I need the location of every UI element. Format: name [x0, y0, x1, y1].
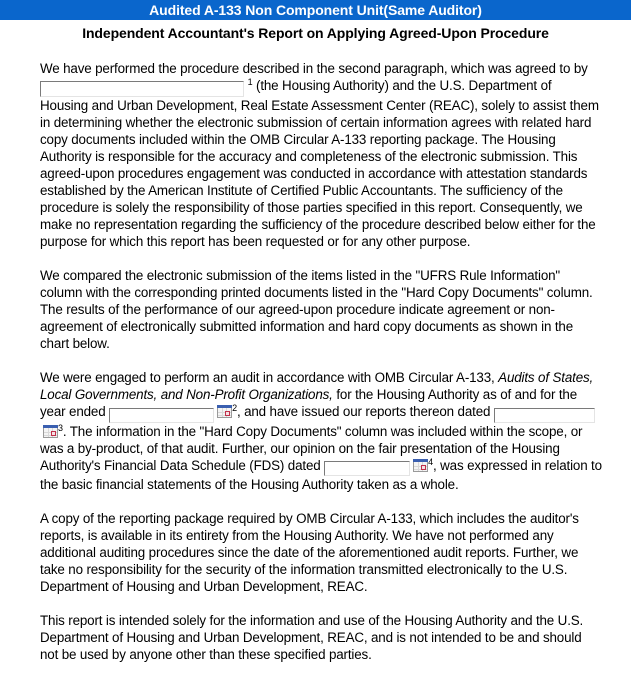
- page-header-bar: [0, 0, 631, 20]
- paragraph-text: , and have issued our reports thereon dated: [236, 404, 494, 419]
- calendar-icon[interactable]: [43, 425, 58, 438]
- paragraph-text: We were engaged to perform an audit in accordance with OMB Circular A-133,: [40, 370, 499, 385]
- footnote-marker-4: 4: [428, 456, 433, 467]
- footnote-marker-3: 3: [58, 422, 63, 433]
- publication-title: Audits of States, Local Governments, and Non-Profit Organizations,: [40, 370, 594, 402]
- report-title: Independent Accountant's Report on Applying Agreed-Upon Procedure: [82, 25, 549, 41]
- year-ended-date-field[interactable]: [109, 408, 214, 423]
- paragraph-text: This report is intended solely for the information and use of the Housing Authority and the U.S. Department of Housing and Urban Development, REAC, and is not intended to be and should not be used by anyone other than these specified parties.: [40, 613, 584, 662]
- paragraph-text: We have performed the procedure described in the second paragraph, which was agreed to by: [40, 61, 588, 76]
- calendar-icon[interactable]: [217, 405, 232, 418]
- footnote-marker-2: 2: [232, 403, 237, 413]
- paragraph-audit-engagement: [40, 369, 602, 493]
- paragraph-reporting-package: [40, 510, 602, 595]
- paragraph-text: for the Housing Authority as of and for the year ended: [40, 387, 578, 419]
- paragraph-text: A copy of the reporting package required by OMB Circular A-133, which includes the auditor's reports, is available in its entirety from the Housing Authority. We have not performed any additional auditing procedures since the date of the aforementioned audit reports. Further, we take no responsibility for the security of the information transmitted electronically to the U.S. Department of Housing and Urban Development, REAC.: [40, 511, 579, 594]
- paragraph-text: , was expressed in relation to the basic financial statements of the Housing Authority taken as a whole.: [40, 457, 602, 492]
- footnote-marker-1: 1: [247, 77, 253, 87]
- paragraph-intended-use: [40, 612, 602, 663]
- paragraph-text: We compared the electronic submission of the items listed in the "UFRS Rule Information" column with the corresponding printed documents listed in the "Hard Copy Documents" column. The results of the performance of our agreed-upon procedure indicate agreement or non-agreement of electronically submitted information and hard copy documents as shown in the chart below.: [40, 268, 593, 351]
- report-body: [40, 60, 602, 663]
- fds-dated-field[interactable]: [324, 461, 410, 476]
- reports-dated-field[interactable]: [494, 408, 595, 423]
- page-header-title: Audited A-133 Non Component Unit(Same Auditor): [149, 2, 482, 18]
- housing-authority-name-field[interactable]: [40, 81, 244, 97]
- paragraph-comparison: [40, 267, 602, 352]
- paragraph-agreed-procedure: [40, 60, 602, 250]
- calendar-icon[interactable]: [413, 459, 428, 472]
- paragraph-text: . The information in the "Hard Copy Documents" column was included within the scope, or was a by-product, of that audit. Further, our opinion on the fair presentation of the Housing Authority's Financial Data Schedule (FDS) dated: [40, 423, 583, 473]
- paragraph-text: (the Housing Authority) and the U.S. Department of Housing and Urban Development, Real Estate Assessment Center (REAC), solely to assist them in determining whether the electronic submission of certain information agrees with related hard copy documents included within the OMB Circular A-133 reporting package. The Housing Authority is responsible for the accuracy and completeness of the electronic submission. This agreed-upon procedures engagement was conducted in accordance with attestation standards established by the American Institute of Certified Public Accountants. The sufficiency of the procedure is solely the responsibility of those parties specified in this report. Consequently, we make no representation regarding the sufficiency of the procedure described below either for the purpose for which this report has been requested or for any other purpose.: [40, 78, 599, 249]
